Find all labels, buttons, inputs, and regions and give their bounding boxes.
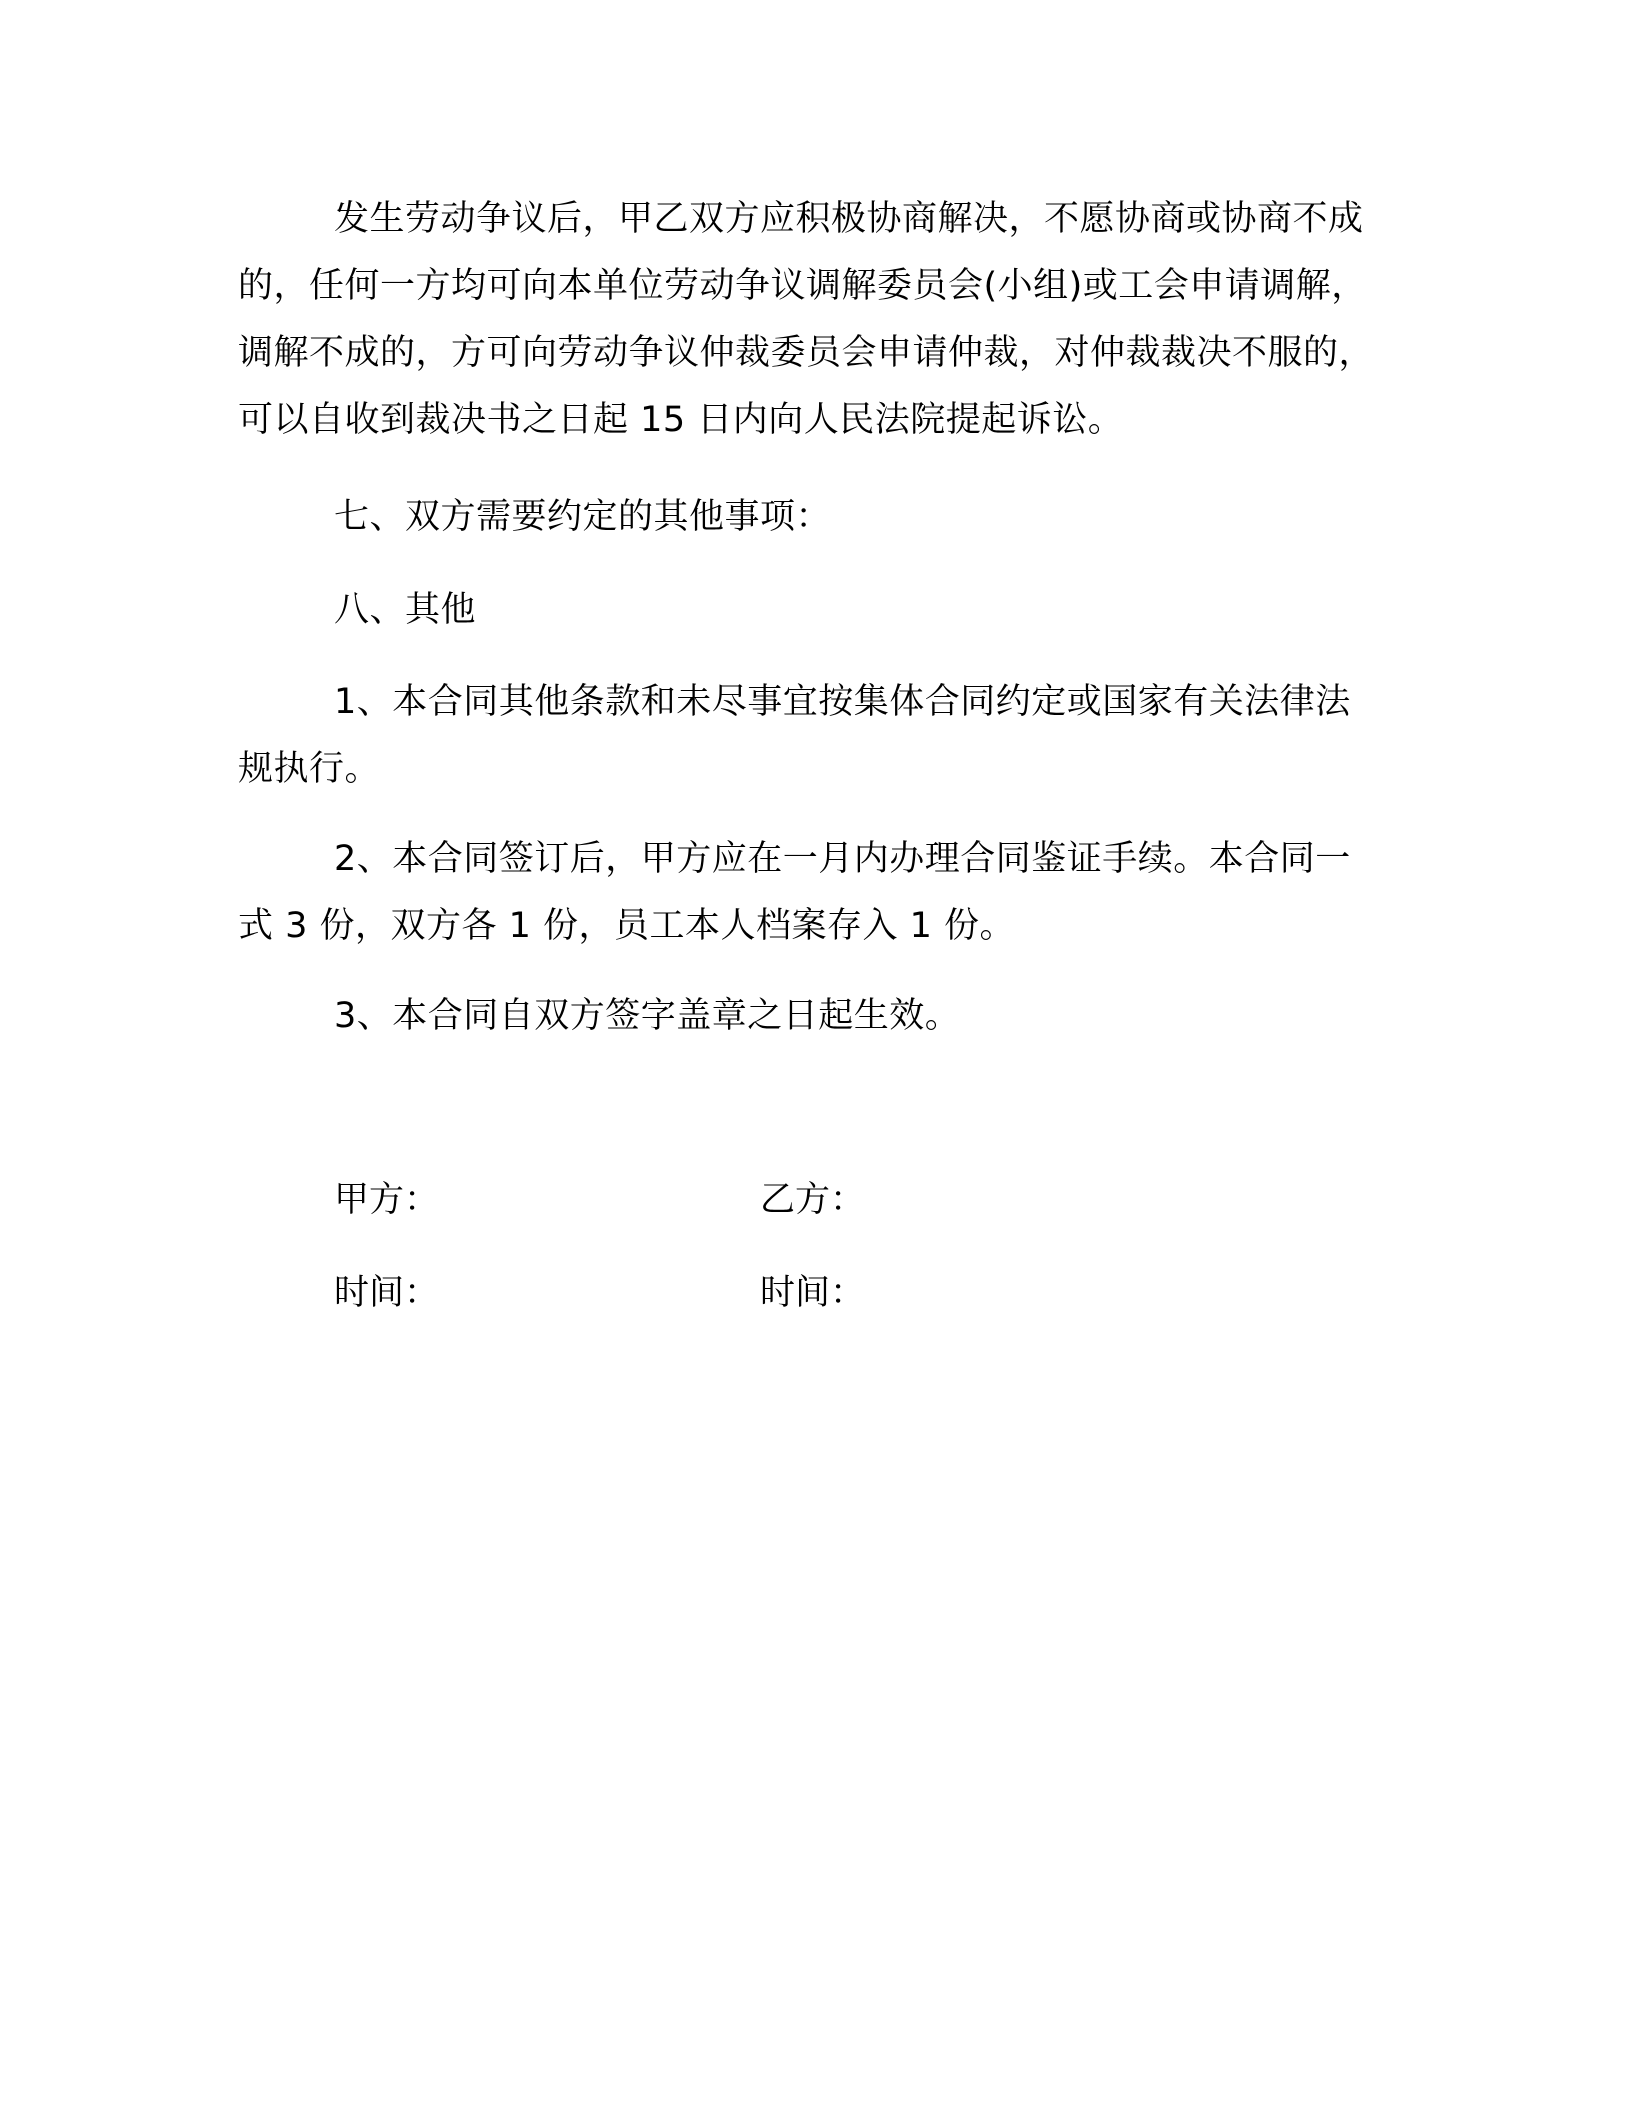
time-a-label: 时间： (334, 1273, 440, 1313)
clause-2: 2、本合同签订后，甲方应在一月内办理合同鉴证手续。本合同一式 3 份，双方各 1 份，员工本人档案存入 1 份。 (238, 839, 1351, 946)
paragraph-labor-dispute: 发生劳动争议后，甲乙双方应积极协商解决，不愿协商或协商不成的，任何一方均可向本单位劳动争议调解委员会(小组)或工会申请调解，调解不成的，方可向劳动争议仲裁委员会申请仲裁，对仲裁裁决不服的，可以自收到裁决书之日起 15 日内向人民法院提起诉讼。 (238, 199, 1375, 440)
clause-3: 3、本合同自双方签字盖章之日起生效。 (334, 996, 961, 1036)
party-a-label: 甲方： (334, 1180, 440, 1220)
clause-1: 1、本合同其他条款和未尽事宜按集体合同约定或国家有关法律法规执行。 (238, 682, 1351, 789)
time-b-label: 时间： (760, 1273, 866, 1313)
section-8-heading: 八、其他 (334, 590, 477, 630)
section-7-heading: 七、双方需要约定的其他事项： (334, 497, 832, 537)
party-b-label: 乙方： (760, 1180, 866, 1220)
